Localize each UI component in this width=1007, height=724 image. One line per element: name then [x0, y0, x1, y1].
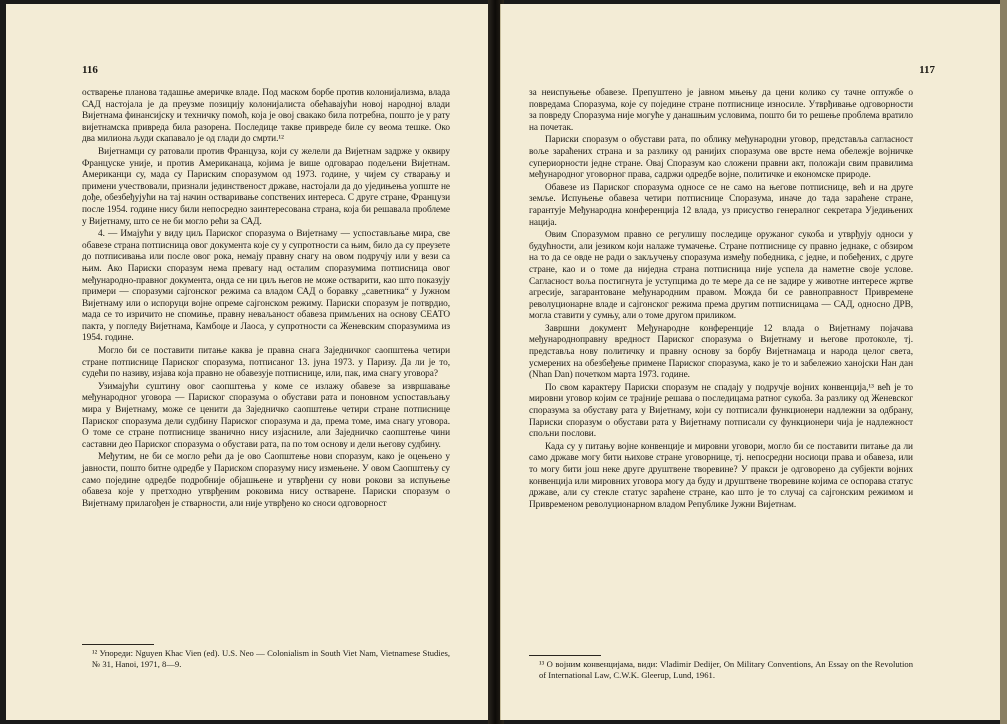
paragraph: Узимајући суштину овог саопштења у коме се излажу обавезе за извршавање међународног уговора — Париског споразума о обустави рата и поновном успостављању мира у Вијетнаму, може се ценити да Заједничко саопштење четири стране потписнице Париског споразума дели судбину Париског споразума и да, према томе, има снагу уговора. О томе се стране потписнице званично нису изјасниле, али Заједничко саопштење чини саставни део Париског споразума о обустави рата, па по том основу и дели његову судбину.: [82, 381, 450, 450]
page-edge: [1000, 0, 1007, 724]
paragraph: По свом карактеру Париски споразум не спадају у подручје војних конвенција,¹³ већ је то мировни уговор којим се трајније решава о последицама ратног сукоба. За разлику од Женевског споразума за обуставу рата у Вијетнаму, који су потписали функционери надлежни за одбрану, Париски споразум о обустави рата у Вијетнаму потписали су функционери чија је надлежност спољни послови.: [529, 382, 913, 440]
body-text: [82, 88, 450, 510]
right-page: [500, 4, 1001, 720]
left-page: [6, 4, 492, 720]
footnote-divider: [82, 644, 154, 645]
paragraph: Када су у питању војне конвенције и мировни уговори, могло би се поставити питање да ли само државе могу бити њихове стране уговорнице, тј. непосредни носиоци права и обавеза, или то могу бити још неке друге друштвене творевине? У пракси је одговорено да субјекти војних конвенција или мировних уговора могу да буду и друштвене творевине којима се оспорава статус државе, али су стекле статус зараћене стране, као што је то случај са сајгонским режимом и Привременом револуционарном владом Републике Јужни Вијетнам.: [529, 441, 913, 510]
paragraph: Завршни документ Међународне конференције 12 влада о Вијетнаму појачава међународноправну вредност Париског споразума о Вијетнаму и његове протоколе, тј. представља нову политичку и правну основу за борбу Вијетнамаца и народа целог света, усмерених на обезбеђење примене Париског споразума, како је то и забележио ханојски Нан дан (Nhan Dan) почетком марта 1973. године.: [529, 323, 913, 381]
page-number: 117: [919, 64, 935, 76]
paragraph: остварење планова тадашње америчке владе. Под маском борбе против колонијализма, влада САД настојала је да преузме позицију колонијалиста обећавајући новој народној влади Вијетнама финансијску и техничку помоћ, која је овој свакако била потребна, пошто је у рату вијетнамска привреда била разорена. Последице такве привреде биле су веома тешке. Око два милиона људи скапавало је од глади до смрти.¹²: [82, 88, 450, 145]
paragraph: Париски споразум о обустави рата, по облику међународни уговор, представља сагласност воље зараћених страна и за разлику од ранијих споразума ове врсте нема обележје војничке супериорности једне стране. Овај Споразум као сложени правни акт, положаји свим правилима међународног уговорног права, садржи одредбе војне, политичке и економске природе.: [529, 135, 913, 181]
paragraph: Овим Споразумом правно се регулишу последице оружаног сукоба и утврђују односи у будућности, али језиком који налаже тумачење. Стране потписнице су правно једнаке, с обзиром на то да се овде не ради о закључењу споразума између победника, с једне, и побеђених, с друге стране, као и о томе да ниједна страна потписница није успела да наметне своје услове. Сагласност воља постигнута је уступцима до те мере да се не задире у животне интересе жртве агресије, загарантоване међународним правом. Можда би се равноправност Привремене револуционарне владе и сајгонског режима према другим потписницама — САД, односно ДРВ, могла ставити у сумњу, али о томе другом приликом.: [529, 230, 913, 322]
paragraph: Могло би се поставити питање каква је правна снага Заједничког саопштења четири стране потписнице Париског споразума, потписаног 13. јуна 1973. у Паризу. Да ли је то, судећи по називу, изјава која правно не обавезује потписнице, или, пак, има снагу уговора?: [82, 346, 450, 380]
page-number: 116: [82, 64, 98, 76]
footnote: [82, 648, 450, 669]
footnote: [529, 659, 913, 680]
paragraph: Међутим, не би се могло рећи да је ово Саопштење нови споразум, како је оцењено у јавности, пошто битне одредбе у Париском споразуму нису измењене. У овом Саопштењу су само поједине одредбе подробније објашњене и утврђени су нови рокови за испуњење обавеза које у претходно утврђеним роковима нису остварене. Париски споразум о Вијетнаму прилагођен је стварности, али није утврђено ко сноси одговорност: [82, 452, 450, 509]
body-text: [529, 88, 913, 511]
paragraph: Вијетнамци су ратовали против Француза, који су желели да Вијетнам задрже у оквиру Француске уније, и против Американаца, којима је више одговарао подељени Вијетнам. Американци су, мада су Париским споразумом од 1973. године, у чијем су стварању и примени учествовали, признали јединственост државе, настојали да до уједињења уопште не дође, обезбеђујући на тај начин остваривање сопствених интереса. С друге стране, Французи после 1954. године нису били непосредно заинтересована страна, која би решавала проблеме у Вијетнаму, што се не би могло рећи за САД.: [82, 146, 450, 227]
paragraph: Обавезе из Париског споразума односе се не само на његове потписнице, већ и на друге земље. Испуњење обавеза четири потписнице Споразума, иначе до тада зараћене стране, гарантује Међународна конференција 12 влада, уз присуство генералног секретара Уједињених нација.: [529, 182, 913, 228]
footnote-text: ¹³ О војним конвенцијама, види: Vladimir Dedijer, On Military Conventions, An Essay on the Revolution of International Law, C.W.K. Gleerup, Lund, 1961.: [539, 659, 913, 680]
footnote-text: ¹² Упореди: Nguyen Khac Vien (ed). U.S. Neo — Colonialism in South Viet Nam, Vietnamese Studies, № 31, Hanoi, 1971, 8—9.: [92, 648, 450, 669]
paragraph: за неиспуњење обавезе. Препуштено је јавном мњењу да цени колико су тачне оптужбе о повредама Споразума, које су поједине стране потписнице износиле. Утврђивање одговорности за повреду Споразума није могуће у данашњим условима, пошто би то решење проблема вратило на почетак.: [529, 88, 913, 133]
paragraph: 4. — Имајући у виду циљ Париског споразума о Вијетнаму — успостављање мира, све обавезе страна потписница овог документа које су у супротности са њим, било да су преузете до потписивања или после овог рока, немају правну снагу на овом подручју или у вези са њим. Ако Париски споразум нема превагу над осталим споразумима потписница овог међународно-правног документа, онда се ни циљ његов не може остварити, као што показују примери — споразуми сајгонског режима са владом САД о боравку „саветника“ у Јужном Вијетнаму или о испоруци војне опреме сајгонском режиму. Париски споразум је потврдио, мада се то изричито не спомиње, правну неваљаност обавеза примљених на основу СЕАТО пакта, у погледу Вијетнама, Камбоџе и Лаоса, у супротности са Женевским споразумима из 1954. године.: [82, 229, 450, 344]
footnote-divider: [529, 655, 601, 656]
